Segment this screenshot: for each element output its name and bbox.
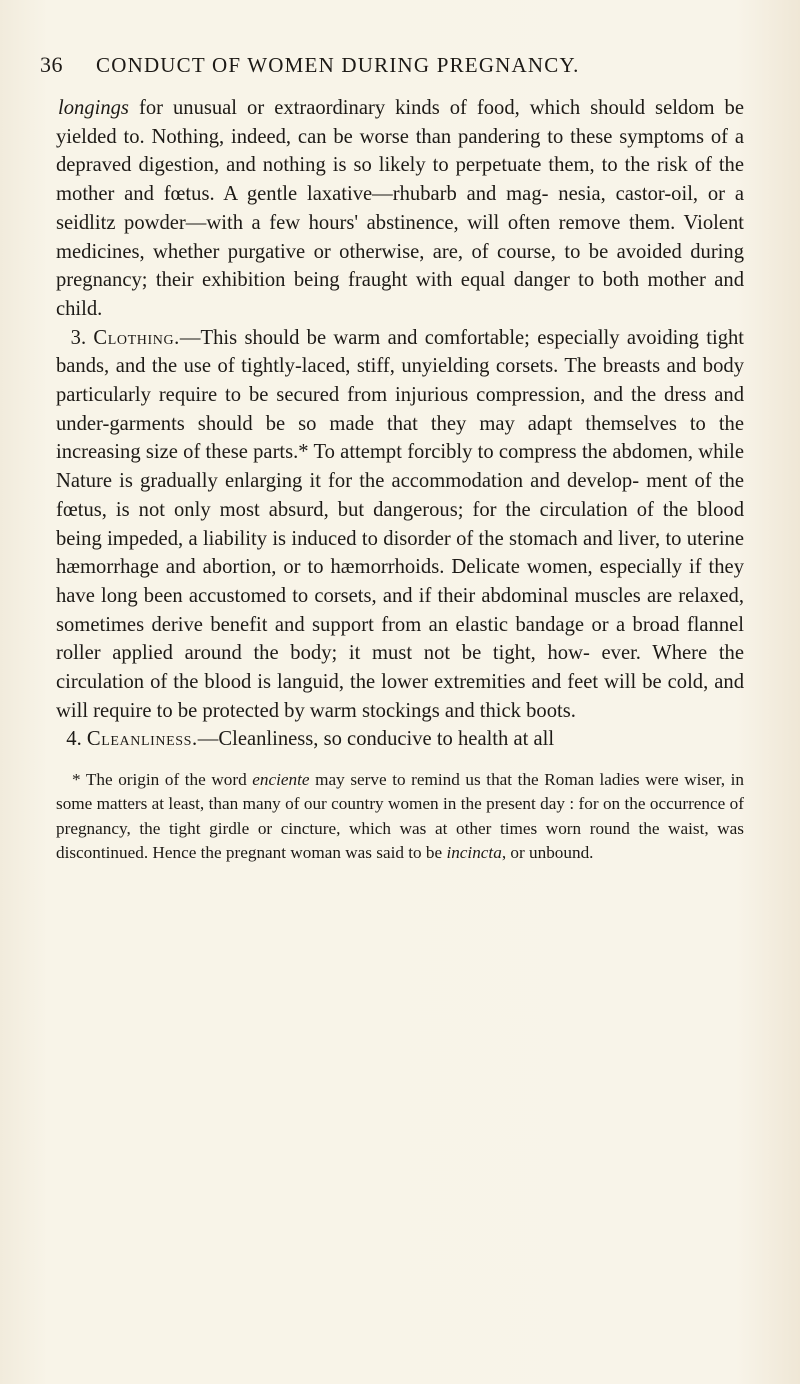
body-text	[56, 94, 744, 754]
footnote-part: , or unbound.	[501, 842, 594, 862]
footnote-part: may serve to remind us that the Roman ladies were wiser, in some matters at least, than many of our country women in the present day : for on the occurrence of pregnancy, the tight girdle or cincture, which was at other times worn round the waist, was discontinued. Hence the pregnant woman was said to be	[56, 770, 744, 862]
running-head	[40, 52, 744, 88]
section-number: 4.	[66, 728, 82, 751]
section-heading: Cleanliness.	[86, 728, 198, 751]
section-clothing	[56, 324, 744, 726]
running-title: CONDUCT OF WOMEN DURING PREGNANCY.	[96, 53, 580, 77]
footnote-part: The origin of the word	[80, 770, 253, 790]
section-heading: Clothing.	[93, 326, 180, 349]
paragraph-continued	[56, 94, 744, 324]
footnote-italic-word: incincta	[446, 842, 502, 862]
paragraph-text: for unusual or extraordinary kinds of food, which should seldom be yielded to. Nothing, indeed, can be worse than pandering to these symptoms of a depraved digestion, and nothing is so likely to perpetuate them, to the risk of the mother and fœtus. A gentle laxative—rhubarb and mag- nesia, castor-oil, or a seidlitz powder—with a few hours' abstinence, will often remove them. Violent medicines, whether purgative or otherwise, are, of course, to be avoided during pregnancy; their exhibition being fraught with equal danger to both mother and child.	[56, 97, 744, 320]
footnote	[56, 768, 744, 865]
footnote-marker: *	[72, 770, 81, 790]
section-text: —Cleanliness, so conducive to health at all	[197, 728, 555, 751]
italic-lead-word: longings	[58, 97, 129, 119]
section-text: —This should be warm and comfortable; especially avoiding tight bands, and the use of tightly-laced, stiff, unyielding corsets. The breasts and body particularly require to be secured from injurious compression, and the dress and under-garments should be so made that they may adapt themselves to the increasing size of these parts.* To attempt forcibly to compress the abdomen, while Nature is gradually enlarging it for the accommodation and develop- ment of the fœtus, is not only most absurd, but dangerous; for the circulation of the blood being impeded, a liability is induced to disorder of the stomach and liver, to uterine hæmorrhage and abortion, or to hæmorrhoids. Delicate women, especially if they have long been accustomed to corsets, and if their abdominal muscles are relaxed, sometimes derive benefit and support from an elastic bandage or a broad flannel roller applied around the body; it must not be tight, how- ever. Where the circulation of the blood is languid, the lower extremities and feet will be cold, and will require to be protected by warm stockings and thick boots.	[56, 326, 745, 722]
section-number: 3.	[70, 326, 87, 349]
footnote-italic-word: enciente	[252, 770, 310, 790]
footnote-text	[56, 768, 744, 865]
section-cleanliness	[56, 725, 744, 754]
page-number: 36	[40, 52, 63, 77]
